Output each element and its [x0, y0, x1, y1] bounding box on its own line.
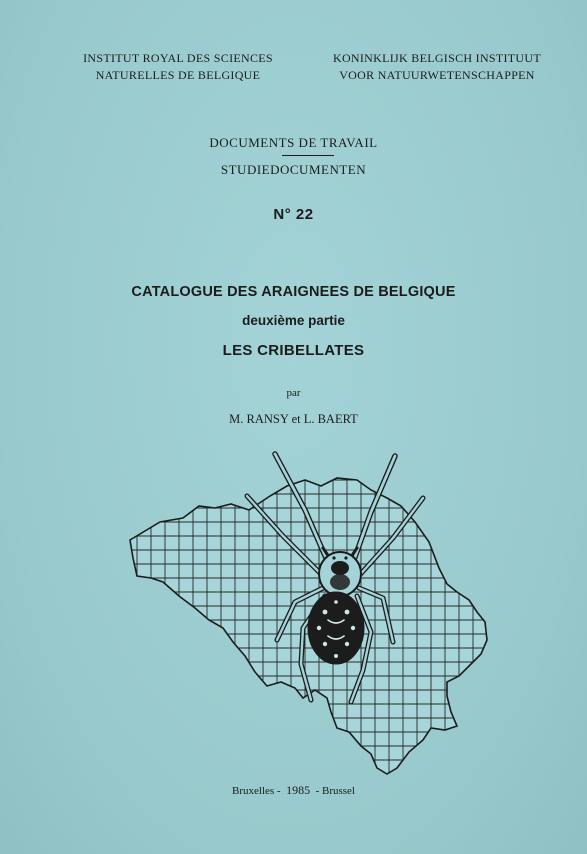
belgium-map-with-spider-illustration	[125, 450, 495, 780]
series-divider	[282, 155, 334, 156]
imprint-year: 1985	[286, 783, 311, 797]
series-number: N° 22	[273, 206, 314, 223]
series-title-dutch: STUDIEDOCUMENTEN	[220, 162, 367, 177]
imprint-line	[0, 783, 587, 798]
institute-fr-line2: NATURELLES DE BELGIQUE	[95, 68, 261, 82]
institute-name-dutch	[326, 50, 548, 84]
imprint-city-french: Bruxelles -	[232, 785, 281, 797]
institute-nl-line1: KONINKLIJK BELGISCH INSTITUUT	[332, 51, 541, 65]
map-illustration-svg	[125, 450, 495, 780]
institute-name-french	[78, 50, 278, 84]
subject-title: LES CRIBELLATES	[222, 342, 365, 359]
institute-fr-line1: INSTITUT ROYAL DES SCIENCES	[83, 51, 273, 65]
author-names: M. RANSY et L. BAERT	[229, 412, 358, 426]
part-subtitle: deuxième partie	[242, 313, 345, 328]
imprint-city-dutch: - Brussel	[315, 785, 355, 797]
catalogue-title: CATALOGUE DES ARAIGNEES DE BELGIQUE	[131, 284, 456, 300]
by-label: par	[286, 387, 301, 399]
institute-nl-line2: VOOR NATUURWETENSCHAPPEN	[339, 68, 535, 82]
series-title-french: DOCUMENTS DE TRAVAIL	[209, 135, 378, 150]
